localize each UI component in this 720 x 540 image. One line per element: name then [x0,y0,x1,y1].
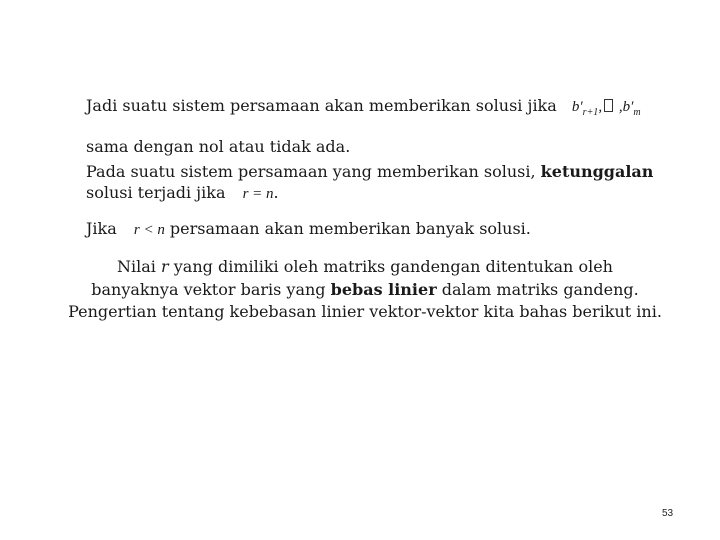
jika-word: Jika [86,219,117,238]
math-var-r: r [161,257,169,276]
math-subscript-m: m [633,107,641,118]
math-b-prime: b′ [622,99,634,115]
math-r-less-than-n: r < n [133,222,165,238]
math-separator: , [615,99,623,115]
paragraph-nol-atau-tidak-ada [86,137,350,157]
text: yang dimiliki oleh matriks gandengan ditentukan oleh [173,257,613,276]
paragraph-text: sama dengan nol atau tidak ada. [86,137,351,156]
math-b: b′ [571,99,583,115]
paragraph-ketunggalan-line1 [86,162,653,182]
math-expression-b-range [571,99,641,118]
bold-term-bebas-linier: bebas linier [330,280,437,299]
paragraph-ketunggalan-line2 [86,183,279,204]
text: Nilai [117,257,156,276]
page-number: 53 [662,508,674,519]
paragraph-text: Pada suatu sistem persamaan yang memberikan solusi, [86,162,536,181]
paragraph-jika-r-less-n [86,219,531,240]
paragraph-text: solusi terjadi jika [86,183,226,202]
missing-glyph-box [604,99,613,112]
math-subscript-r-plus-1: r+1 [582,107,599,118]
text: banyaknya vektor baris yang [91,280,326,299]
math-comma: , [598,99,603,115]
text: Pengertian tentang kebebasan linier vektor-vektor kita bahas berikut ini. [68,302,662,321]
math-r-equals-n: r = n [242,186,274,202]
paragraph-nilai-r-line2 [60,280,670,300]
paragraph-text: Jadi suatu sistem persamaan akan memberikan solusi jika [86,96,557,115]
period: . [273,183,279,202]
paragraph-solusi-condition [86,96,641,123]
bold-term-ketunggalan: ketunggalan [540,162,654,181]
paragraph-nilai-r-line1 [60,257,670,277]
paragraph-text: persamaan akan memberikan banyak solusi. [169,219,531,238]
text: dalam matriks gandeng. [441,280,639,299]
paragraph-nilai-r-line3 [60,302,670,322]
